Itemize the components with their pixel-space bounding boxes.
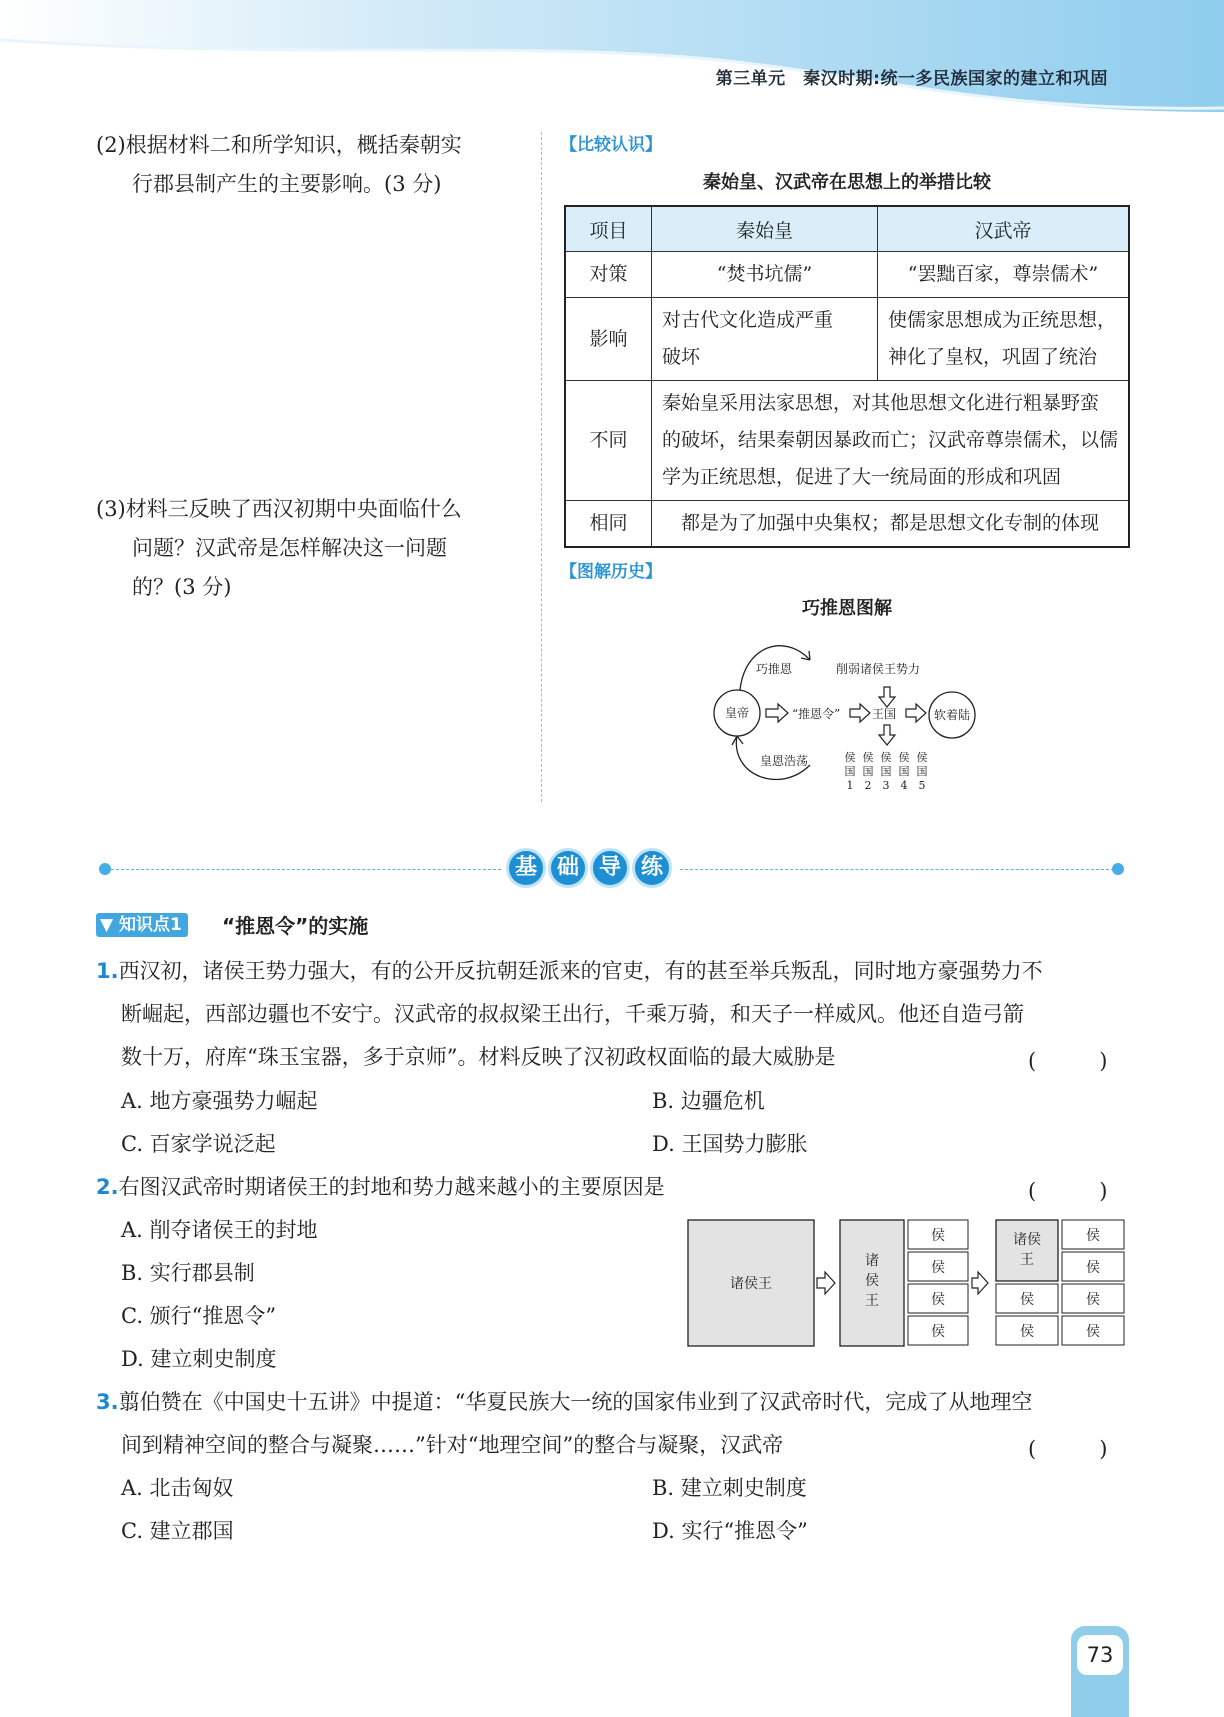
- table-row: [565, 381, 1129, 501]
- header-wave-band: [0, 0, 1224, 112]
- cell-line: 的破坏，结果秦朝因暴政而亡；汉武帝尊崇儒术，以儒: [662, 429, 1119, 451]
- marquis-state-5: 侯国 5: [916, 751, 928, 792]
- row-label: 相同: [565, 501, 652, 548]
- q2-number: 2.: [96, 1175, 119, 1199]
- q2-option-b[interactable]: B. 实行郡县制: [121, 1261, 255, 1285]
- q1-answer-paren[interactable]: ( ): [1028, 1049, 1108, 1073]
- hou-label: 侯: [931, 1260, 945, 1276]
- q1-text: 西汉初，诸侯王势力强大，有的公开反抗朝廷派来的官吏，有的甚至举兵叛乱，同时地方豪强势力不: [118, 959, 1043, 983]
- section-divider-dot-left: [99, 863, 111, 875]
- table-header-cell: 项目: [565, 206, 652, 252]
- q3-option-d[interactable]: D. 实行“推恩令”: [652, 1519, 808, 1543]
- hou-label: 侯: [1020, 1292, 1034, 1308]
- cell-line: 神化了皇权，巩固了统治: [888, 346, 1098, 368]
- compare-table: [564, 205, 1130, 548]
- q1-line-1: [96, 950, 1043, 993]
- marquis-state-4: 侯国 4: [898, 751, 910, 792]
- right-arrow: [817, 1272, 835, 1294]
- q1-option-a[interactable]: A. 地方豪强势力崛起: [121, 1089, 318, 1113]
- knowledge-point-title: “推恩令”的实施: [222, 914, 369, 938]
- table-cell: [652, 381, 1130, 501]
- marquis-state-1: 侯国 1: [844, 751, 856, 792]
- q1-option-c[interactable]: C. 百家学说泛起: [121, 1132, 276, 1156]
- decree-label: “推恩令”: [792, 707, 841, 721]
- kingdom-label: 王国: [872, 707, 897, 721]
- q2-line-1: [96, 1166, 665, 1209]
- q2-option-c[interactable]: C. 颁行“推恩令”: [121, 1304, 277, 1328]
- question-3-block: [96, 490, 462, 607]
- table-cell: “罢黜百家，尊崇儒术”: [878, 252, 1130, 298]
- table-cell: [652, 298, 878, 381]
- q3-line-1: [96, 1381, 1032, 1424]
- question-3-line1: 材料三反映了西汉初期中央面临什么: [125, 497, 462, 521]
- diagram-tag: 【图解历史】: [560, 562, 662, 582]
- marquis-state-2: 侯国 2: [862, 751, 874, 792]
- question-2-line1: 根据材料二和所学知识，概括秦朝实: [125, 133, 462, 157]
- cell-line: 使儒家思想成为正统思想，: [888, 309, 1117, 331]
- section-badge-char: 础: [548, 848, 588, 888]
- mid-hou-boxes: [908, 1220, 968, 1345]
- top-arc-label: 巧推恩: [756, 662, 793, 676]
- page-number: 73: [1077, 1635, 1123, 1675]
- question-3-line2: 问题？汉武帝是怎样解决这一问题: [132, 536, 447, 560]
- question-3-num: (3): [96, 497, 126, 521]
- right-arrow-3: [906, 704, 926, 722]
- section-badge-char: 导: [590, 848, 630, 888]
- column-divider: [541, 132, 542, 802]
- cell-line: 学为正统思想，促进了大一统局面的形成和巩固: [662, 466, 1062, 488]
- q2-division-figure: [686, 1218, 1128, 1348]
- question-2-line2: 行郡县制产生的主要影响。(3 分): [132, 172, 442, 196]
- row-label: 影响: [565, 298, 652, 381]
- hou-label: 侯: [1020, 1324, 1034, 1340]
- bottom-arc-label: 皇恩浩荡: [760, 754, 809, 768]
- hou-label: 侯: [931, 1228, 945, 1244]
- tuien-diagram: [700, 625, 990, 800]
- right-arrow: [972, 1272, 988, 1294]
- small-vassal-label: 诸侯王: [1013, 1232, 1041, 1268]
- question-2-num: (2): [96, 133, 126, 157]
- bottom-arc-arrowhead: [732, 736, 743, 745]
- q3-option-c[interactable]: C. 建立郡国: [121, 1519, 234, 1543]
- cell-line: 对古代文化造成严重: [662, 309, 834, 331]
- q1-option-b[interactable]: B. 边疆危机: [652, 1089, 765, 1113]
- section-divider-line-right: [680, 869, 1114, 870]
- right-arrow-2: [850, 704, 870, 722]
- cell-line: 破坏: [662, 346, 701, 368]
- down-arrow-top: [879, 687, 895, 707]
- q3-line-2: 间到精神空间的整合与凝聚……”针对“地理空间”的整合与凝聚，汉武帝: [121, 1433, 784, 1457]
- marquis-states: [845, 751, 928, 792]
- section-divider-dot-right: [1112, 863, 1124, 875]
- q2-text: 右图汉武帝时期诸侯王的封地和势力越来越小的主要原因是: [118, 1175, 665, 1199]
- compare-table-title: 秦始皇、汉武帝在思想上的举措比较: [703, 172, 991, 193]
- section-divider-line-left: [111, 869, 501, 870]
- emperor-label: 皇帝: [724, 706, 750, 720]
- table-cell: [878, 298, 1130, 381]
- q1-line-2: 断崛起，西部边疆也不安宁。汉武帝的叔叔梁王出行，千乘万骑，和天子一样威风。他还自造弓箭: [121, 1002, 1024, 1026]
- unit-header-title: 第三单元 秦汉时期:统一多民族国家的建立和巩固: [715, 69, 1108, 89]
- question-2-block: [96, 126, 462, 204]
- down-arrow-bottom: [879, 725, 895, 745]
- hou-label: 侯: [1086, 1228, 1100, 1244]
- small-vassal-box: [996, 1220, 1058, 1281]
- hou-label: 侯: [1086, 1292, 1100, 1308]
- hou-label: 侯: [931, 1324, 945, 1340]
- q1-line-3: 数十万，府库“珠玉宝器，多于京师”。材料反映了汉初政权面临的最大威胁是: [121, 1045, 836, 1069]
- q3-answer-paren[interactable]: ( ): [1028, 1437, 1108, 1461]
- row-label: 不同: [565, 381, 652, 501]
- q1-number: 1.: [96, 959, 119, 983]
- diagram-title: 巧推恩图解: [802, 598, 892, 619]
- soft-landing-label: 软着陆: [933, 708, 971, 722]
- table-header-cell: 汉武帝: [878, 206, 1130, 252]
- q2-option-a[interactable]: A. 削夺诸侯王的封地: [121, 1218, 318, 1242]
- big-vassal-label: 诸侯王: [730, 1276, 772, 1292]
- table-header-row: [565, 206, 1129, 252]
- row-label: 对策: [565, 252, 652, 298]
- cell-line: 秦始皇采用法家思想，对其他思想文化进行粗暴野蛮: [662, 392, 1100, 414]
- table-header-cell: 秦始皇: [652, 206, 878, 252]
- table-cell: “焚书坑儒”: [652, 252, 878, 298]
- table-cell: 都是为了加强中央集权；都是思想文化专制的体现: [652, 501, 1130, 548]
- chevron-down-icon: ▼: [100, 915, 114, 935]
- q3-text: 翦伯赞在《中国史十五讲》中提道：“华夏民族大一统的国家伟业到了汉武帝时代，完成了从地理空: [118, 1390, 1033, 1414]
- question-3-line3: 的？(3 分): [132, 575, 232, 599]
- hou-label: 侯: [1086, 1324, 1100, 1340]
- table-row: [565, 501, 1129, 548]
- marquis-state-3: 侯国 3: [880, 751, 892, 792]
- q2-option-d[interactable]: D. 建立刺史制度: [121, 1347, 277, 1371]
- right-arrow-1: [766, 704, 788, 722]
- knowledge-point-tag-label: 知识点1: [119, 915, 182, 935]
- mid-vassal-label: 诸侯王: [865, 1253, 879, 1309]
- top-label: 削弱诸侯王势力: [836, 662, 921, 676]
- hou-label: 侯: [931, 1292, 945, 1308]
- section-badge-char: 练: [632, 848, 672, 888]
- table-row: [565, 298, 1129, 381]
- q3-option-a[interactable]: A. 北击匈奴: [121, 1476, 234, 1500]
- knowledge-point-tag: [96, 913, 188, 937]
- q3-option-b[interactable]: B. 建立刺史制度: [652, 1476, 807, 1500]
- hou-label: 侯: [1086, 1260, 1100, 1276]
- q2-answer-paren[interactable]: ( ): [1028, 1179, 1108, 1203]
- table-row: [565, 252, 1129, 298]
- section-badge-char: 基: [506, 848, 546, 888]
- compare-tag: 【比较认识】: [560, 135, 662, 155]
- q1-option-d[interactable]: D. 王国势力膨胀: [652, 1132, 808, 1156]
- q3-number: 3.: [96, 1390, 119, 1414]
